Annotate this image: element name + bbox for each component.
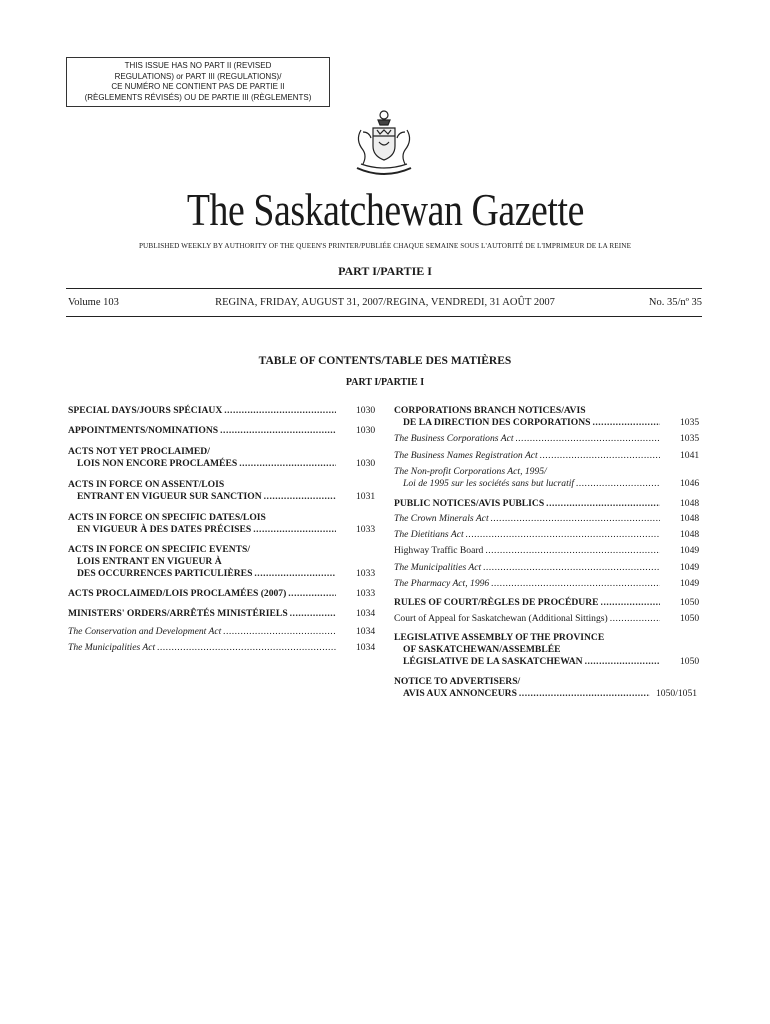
toc-entry (394, 513, 700, 525)
leader-dots (264, 491, 336, 503)
leader-dots (485, 545, 660, 557)
toc-page-number: 1033 (356, 524, 376, 535)
toc-entry-text: ACTS NOT YET PROCLAIMED/ (68, 446, 210, 457)
leader-dots (519, 688, 650, 700)
toc-page-number: 1046 (680, 478, 700, 489)
leader-dots (223, 626, 336, 638)
gazette-title (0, 185, 770, 235)
toc-entry-text: The Conservation and Development Act (68, 626, 222, 637)
toc-page-number: 1049 (680, 545, 700, 556)
toc-entry (394, 529, 700, 541)
no-part-notice-box (66, 57, 330, 107)
toc-entry-text: MINISTERS' ORDERS/ARRÊTÉS MINISTÉRIELS (68, 608, 288, 619)
toc-entry-text: The Crown Minerals Act (394, 513, 489, 524)
toc-entry-text: The Non-profit Corporations Act, 1995/ (394, 466, 547, 477)
leader-dots (540, 450, 660, 462)
toc-entry-text: LEGISLATIVE ASSEMBLY OF THE PROVINCE (394, 632, 605, 643)
leader-dots (253, 524, 336, 536)
toc-entry-text: The Dietitians Act (394, 529, 464, 540)
toc-page-number: 1048 (680, 529, 700, 540)
leader-dots (220, 425, 336, 437)
toc-entry-text: Highway Traffic Board (394, 545, 484, 556)
toc-page-number: 1030 (356, 425, 376, 436)
toc-entry (394, 676, 698, 700)
toc-page-number: 1050/1051 (656, 688, 698, 699)
toc-page-number: 1030 (356, 405, 376, 416)
toc-page-number: 1034 (356, 626, 376, 637)
leader-dots (254, 568, 336, 580)
toc-entry-text: ENTRANT EN VIGUEUR SUR SANCTION (77, 491, 262, 502)
leader-dots (290, 608, 336, 620)
part-heading: PART I/PARTIE I (338, 264, 432, 278)
volume-label: Volume 103 (68, 297, 119, 308)
toc-entry (394, 545, 700, 557)
coat-of-arms-icon (351, 108, 417, 178)
toc-page-number: 1050 (680, 597, 700, 608)
toc-entry (68, 512, 376, 536)
toc-entry (68, 405, 376, 417)
gazette-title-text: The Saskatchewan Gazette (186, 185, 584, 235)
toc-entry (68, 588, 376, 600)
toc-entry (394, 632, 700, 668)
toc-page-number: 1049 (680, 562, 700, 573)
toc-entry-text: The Pharmacy Act, 1996 (394, 578, 490, 589)
toc-entry-text: ACTS IN FORCE ON SPECIFIC DATES/LOIS (68, 512, 266, 523)
leader-dots (576, 478, 660, 490)
leader-dots (483, 562, 660, 574)
toc-entry (68, 608, 376, 620)
toc-page-number: 1034 (356, 642, 376, 653)
toc-page-number: 1048 (680, 498, 700, 509)
toc-entry-text: AVIS AUX ANNONCEURS (403, 688, 517, 699)
toc-entry-text: The Business Corporations Act (394, 433, 514, 444)
toc-entry (68, 479, 376, 503)
leader-dots (224, 405, 336, 417)
toc-entry-text: NOTICE TO ADVERTISERS/ (394, 676, 521, 687)
toc-entry-text: LÉGISLATIVE DE LA SASKATCHEWAN (403, 656, 583, 667)
toc-page-number: 1035 (680, 433, 700, 444)
toc-entry (394, 450, 700, 462)
toc-entry-text: EN VIGUEUR À DES DATES PRÉCISES (77, 524, 252, 535)
leader-dots (288, 588, 336, 600)
toc-page-number: 1031 (356, 491, 376, 502)
toc-entry-text: LOIS ENTRANT EN VIGUEUR À (77, 556, 222, 567)
toc-page-number: 1048 (680, 513, 700, 524)
toc-entry-text: CORPORATIONS BRANCH NOTICES/AVIS (394, 405, 586, 416)
toc-entry (68, 446, 376, 470)
toc-part-heading: PART I/PARTIE I (345, 377, 425, 388)
toc-entry (68, 626, 376, 638)
publication-authority-line: PUBLISHED WEEKLY BY AUTHORITY OF THE QUEEN'S PRINTER/PUBLIÉE CHAQUE SEMAINE SOUS L'AUTORITÉ DE L'IMPRIMEUR DE LA REINE (138, 242, 632, 250)
toc-entry (68, 544, 376, 580)
toc-entry-text: ACTS IN FORCE ON SPECIFIC EVENTS/ (68, 544, 251, 555)
toc-entry-text: The Municipalities Act (68, 642, 156, 653)
toc-entry-text: DE LA DIRECTION DES CORPORATIONS (403, 417, 591, 428)
toc-entry (394, 562, 700, 574)
leader-dots (157, 642, 336, 654)
toc-entry-text: Loi de 1995 sur les sociétés sans but lucratif (403, 478, 575, 489)
toc-entry (394, 466, 700, 490)
toc-entry-text: Court of Appeal for Saskatchewan (Additional Sittings) (394, 613, 608, 624)
toc-page-number: 1033 (356, 568, 376, 579)
toc-entry (68, 642, 376, 654)
toc-entry (394, 613, 700, 625)
leader-dots (491, 513, 660, 525)
leader-dots (546, 498, 660, 510)
toc-page-number: 1030 (356, 458, 376, 469)
toc-entry-text: APPOINTMENTS/NOMINATIONS (68, 425, 219, 436)
toc-entry-text: OF SASKATCHEWAN/ASSEMBLÉE (403, 644, 561, 655)
toc-entry-text: LOIS NON ENCORE PROCLAMÉES (77, 458, 238, 469)
toc-page-number: 1041 (680, 450, 700, 461)
issue-number: No. 35/nº 35 (648, 297, 702, 308)
masthead-rule-bottom (66, 316, 702, 317)
notice-line: CE NUMÉRO NE CONTIENT PAS DE PARTIE II (111, 82, 285, 91)
leader-dots (239, 458, 336, 470)
leader-dots (601, 597, 660, 609)
leader-dots (610, 613, 660, 625)
toc-entry (394, 405, 700, 429)
issue-date: REGINA, FRIDAY, AUGUST 31, 2007/REGINA, VENDREDI, 31 AOÛT 2007 (215, 297, 555, 308)
leader-dots (466, 529, 660, 541)
toc-entry (394, 433, 700, 445)
toc-page-number: 1050 (680, 613, 700, 624)
toc-entry-text: DES OCCURRENCES PARTICULIÈRES (77, 568, 253, 579)
toc-page-number: 1033 (356, 588, 376, 599)
toc-entry-text: ACTS PROCLAIMED/LOIS PROCLAMÉES (2007) (68, 588, 287, 599)
toc-page-number: 1035 (680, 417, 700, 428)
toc-page-number: 1049 (680, 578, 700, 589)
toc-entry-text: The Municipalities Act (394, 562, 482, 573)
toc-entry-text: RULES OF COURT/RÈGLES DE PROCÉDURE (394, 597, 599, 608)
toc-entry-text: ACTS IN FORCE ON ASSENT/LOIS (68, 479, 225, 490)
toc-entry (394, 498, 700, 510)
toc-page-number: 1034 (356, 608, 376, 619)
leader-dots (516, 433, 661, 445)
toc-page-number: 1050 (680, 656, 700, 667)
toc-entry (394, 578, 700, 590)
toc-entry-text: PUBLIC NOTICES/AVIS PUBLICS (394, 498, 545, 509)
leader-dots (585, 656, 660, 668)
notice-line: REGULATIONS) or PART III (REGULATIONS)/ (114, 71, 282, 81)
toc-entry (68, 425, 376, 437)
toc-title: TABLE OF CONTENTS/TABLE DES MATIÈRES (258, 355, 512, 367)
leader-dots (491, 578, 660, 590)
toc-entry-text: SPECIAL DAYS/JOURS SPÉCIAUX (68, 405, 223, 416)
notice-line: THIS ISSUE HAS NO PART II (REVISED (124, 61, 272, 70)
notice-line: (RÈGLEMENTS RÉVISÉS) OU DE PARTIE III (RÈGLEMENTS) (84, 92, 312, 102)
toc-entry-text: The Business Names Registration Act (394, 450, 538, 461)
toc-entry (394, 597, 700, 609)
leader-dots (592, 417, 660, 429)
masthead-rule-top (66, 288, 702, 289)
